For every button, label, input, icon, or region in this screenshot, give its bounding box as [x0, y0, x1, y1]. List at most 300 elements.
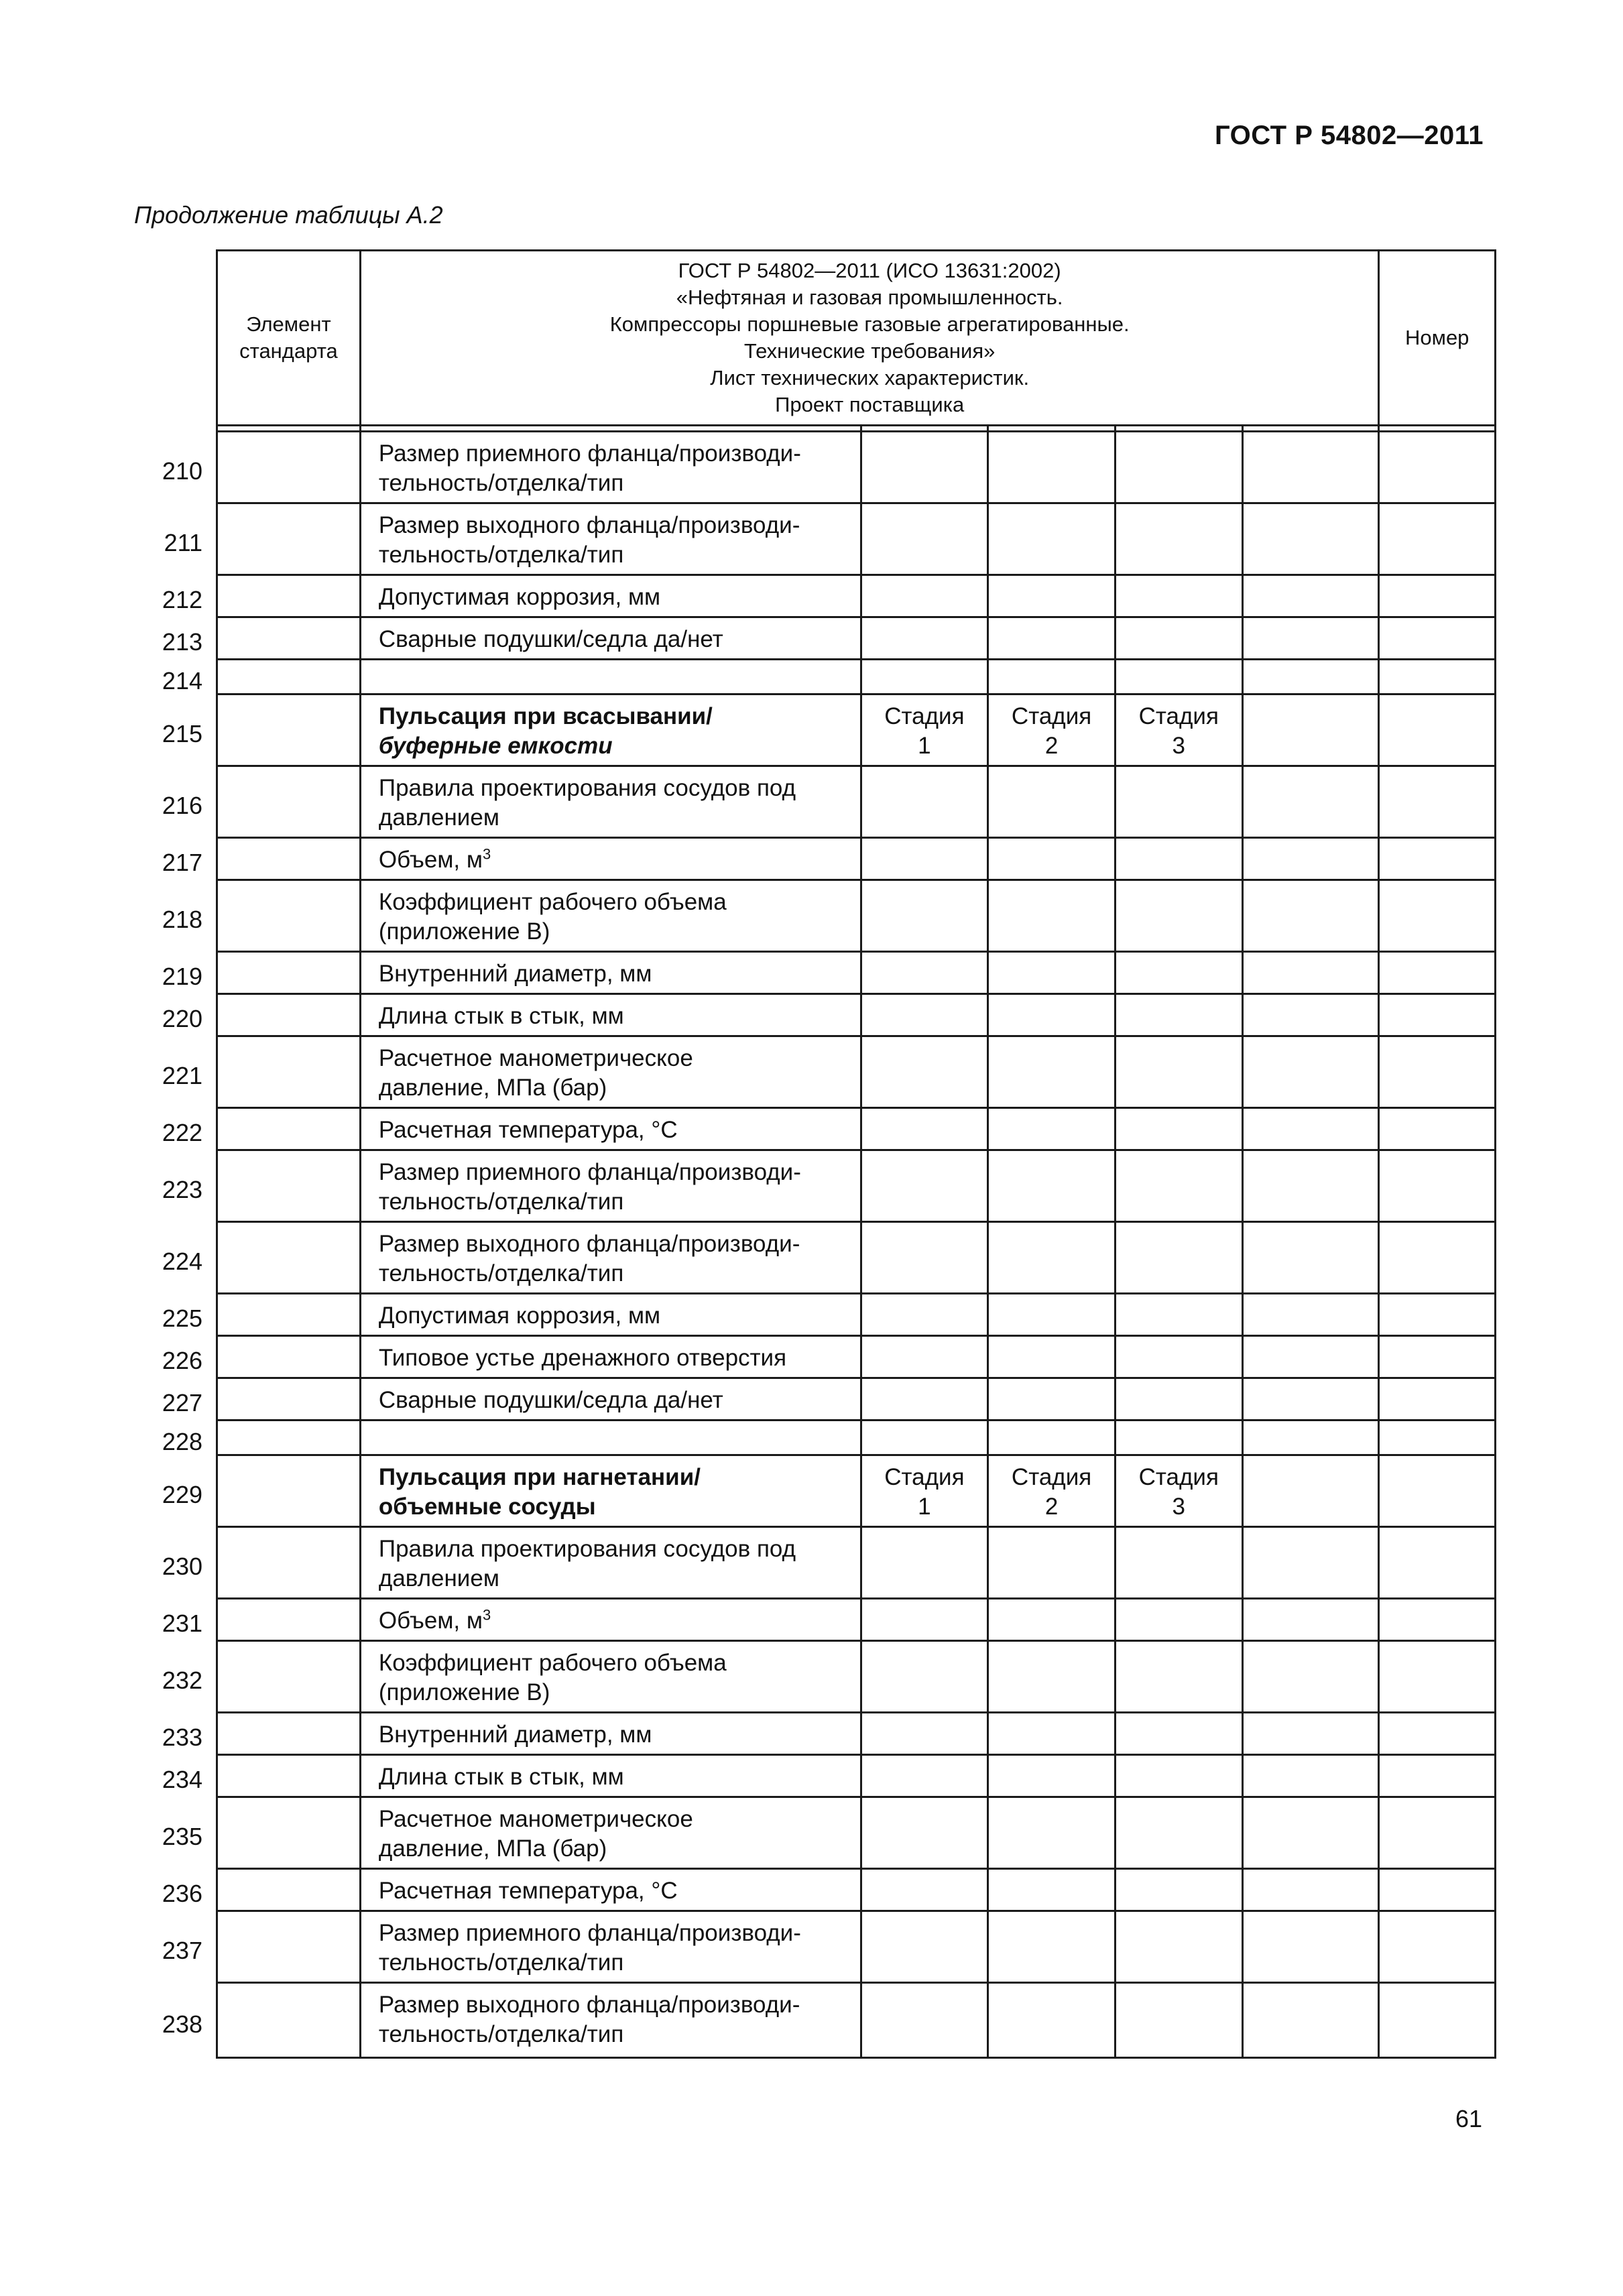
- description-cell: [360, 1455, 861, 1527]
- number-cell: [1379, 1599, 1496, 1641]
- parameter-label: Расчетное манометрическое давление, МПа (бар): [378, 1045, 693, 1101]
- description-cell: [360, 1755, 861, 1797]
- description-cell: [360, 432, 861, 503]
- description-cell: [360, 1983, 861, 2058]
- table-row: [217, 1108, 1496, 1150]
- stage-cell: [1115, 1641, 1242, 1713]
- parameter-label: Длина стык в стык, мм: [378, 1003, 624, 1029]
- number-cell: [1379, 1150, 1496, 1222]
- row-number: 223: [162, 1176, 202, 1203]
- stage-cell: [988, 1222, 1116, 1294]
- element-cell: [217, 1911, 361, 1983]
- stage-cell: [988, 838, 1116, 880]
- table-row: [217, 1378, 1496, 1421]
- stage-number: 1: [918, 1494, 931, 1520]
- stage-cell: [861, 617, 988, 660]
- element-cell: [217, 1108, 361, 1150]
- number-cell: [1379, 1378, 1496, 1421]
- value-cell: [1242, 694, 1379, 766]
- parameter-label: Размер выходного фланца/производи- тельность/отделка/тип: [378, 1231, 800, 1286]
- stage-cell: [1115, 1869, 1242, 1911]
- number-cell: [1379, 838, 1496, 880]
- stage-cell: [988, 880, 1116, 952]
- stage-cell: [988, 1150, 1116, 1222]
- stage-cell: [1115, 432, 1242, 503]
- stage-label: Стадия: [1138, 703, 1219, 729]
- parameter-label: Размер приемного фланца/производи- тельность/отделка/тип: [378, 1159, 801, 1215]
- table-row: [217, 503, 1496, 575]
- parameter-label: Коэффициент рабочего объема (приложение В): [378, 889, 727, 945]
- element-cell: [217, 575, 361, 617]
- value-cell: [1242, 880, 1379, 952]
- value-cell: [1242, 1797, 1379, 1869]
- stage-cell: [1115, 1222, 1242, 1294]
- parameter-label: Типовое устье дренажного отверстия: [378, 1345, 787, 1371]
- superscript: 3: [482, 1606, 491, 1624]
- stage-label: Стадия: [1011, 1464, 1092, 1490]
- parameter-label: Сварные подушки/седла да/нет: [378, 626, 723, 652]
- value-cell: [1242, 1421, 1379, 1455]
- value-cell: [1242, 766, 1379, 838]
- value-cell: [1242, 1641, 1379, 1713]
- superscript: 3: [482, 845, 491, 863]
- row-number: 214: [162, 666, 202, 694]
- value-cell: [1242, 617, 1379, 660]
- description-cell: [360, 1222, 861, 1294]
- parameter-label: Коэффициент рабочего объема (приложение В): [378, 1650, 727, 1705]
- value-cell: [1242, 1336, 1379, 1378]
- description-cell: [360, 952, 861, 994]
- value-cell: [1242, 503, 1379, 575]
- parameter-label: Объем, м: [378, 847, 483, 873]
- number-cell: [1379, 1108, 1496, 1150]
- stage-cell: [861, 1713, 988, 1755]
- element-cell: [217, 1599, 361, 1641]
- stage-cell: [861, 1108, 988, 1150]
- row-number: 218: [162, 906, 202, 933]
- element-cell: [217, 503, 361, 575]
- number-cell: [1379, 1713, 1496, 1755]
- stage-cell: [988, 1455, 1116, 1527]
- parameter-label: Расчетное манометрическое давление, МПа (бар): [378, 1806, 693, 1862]
- header-number-cell: [1379, 251, 1496, 426]
- element-cell: [217, 1869, 361, 1911]
- stage-cell: [1115, 1713, 1242, 1755]
- section-subtitle: буферные емкости: [378, 733, 613, 759]
- table-row: [217, 1036, 1496, 1108]
- stage-cell: [861, 880, 988, 952]
- element-cell: [217, 1150, 361, 1222]
- row-number: 230: [162, 1553, 202, 1580]
- parameter-label: Размер приемного фланца/производи- тельность/отделка/тип: [378, 440, 801, 496]
- stage-label: Стадия: [884, 1464, 965, 1490]
- stage-number: 3: [1172, 733, 1185, 759]
- description-cell: [360, 766, 861, 838]
- header-title-cell: [360, 251, 1379, 426]
- row-number: 210: [162, 457, 202, 485]
- stage-cell: [861, 1222, 988, 1294]
- header-element: Элемент стандарта: [239, 312, 338, 363]
- value-cell: [1242, 575, 1379, 617]
- description-cell: [360, 1036, 861, 1108]
- stage-cell: [1115, 952, 1242, 994]
- stage-cell: [1115, 503, 1242, 575]
- parameter-label: Размер приемного фланца/производи- тельность/отделка/тип: [378, 1920, 801, 1976]
- row-number: 232: [162, 1667, 202, 1694]
- description-cell: [360, 1599, 861, 1641]
- description-cell: [360, 1421, 861, 1455]
- element-cell: [217, 1983, 361, 2058]
- stage-cell: [861, 1421, 988, 1455]
- element-cell: [217, 838, 361, 880]
- number-cell: [1379, 1294, 1496, 1336]
- description-cell: [360, 1294, 861, 1336]
- description-cell: [360, 1150, 861, 1222]
- number-cell: [1379, 1455, 1496, 1527]
- number-cell: [1379, 694, 1496, 766]
- value-cell: [1242, 1378, 1379, 1421]
- stage-number: 2: [1044, 1494, 1059, 1520]
- stage-cell: [988, 952, 1116, 994]
- header-title-line: «Нефтяная и газовая промышленность.: [676, 286, 1063, 309]
- element-cell: [217, 994, 361, 1036]
- row-number: 238: [162, 2010, 202, 2038]
- stage-cell: [861, 1336, 988, 1378]
- description-cell: [360, 617, 861, 660]
- stage-cell: [861, 694, 988, 766]
- header-number: Номер: [1405, 326, 1469, 349]
- stage-cell: [1115, 1036, 1242, 1108]
- header-title-line: ГОСТ Р 54802—2011 (ИСО 13631:2002): [678, 259, 1061, 282]
- description-cell: [360, 1641, 861, 1713]
- stage-cell: [988, 1797, 1116, 1869]
- table-row: [217, 1455, 1496, 1527]
- stage-cell: [861, 1755, 988, 1797]
- table-row: [217, 766, 1496, 838]
- element-cell: [217, 660, 361, 694]
- number-cell: [1379, 1983, 1496, 2058]
- stage-cell: [1115, 575, 1242, 617]
- stage-cell: [861, 660, 988, 694]
- element-cell: [217, 617, 361, 660]
- stage-cell: [861, 1911, 988, 1983]
- document-code: ГОСТ Р 54802—2011: [1215, 121, 1484, 150]
- row-number: 236: [162, 1880, 202, 1907]
- stage-cell: [1115, 1378, 1242, 1421]
- stage-cell: [1115, 1599, 1242, 1641]
- table-row: [217, 1983, 1496, 2058]
- stage-label: Стадия: [1138, 1464, 1219, 1490]
- stage-cell: [1115, 1336, 1242, 1378]
- value-cell: [1242, 1150, 1379, 1222]
- table-row: [217, 694, 1496, 766]
- number-cell: [1379, 1036, 1496, 1108]
- header-divider-row: [217, 426, 1496, 432]
- stage-cell: [861, 1599, 988, 1641]
- table-row: [217, 994, 1496, 1036]
- element-cell: [217, 1421, 361, 1455]
- table-row: [217, 660, 1496, 694]
- stage-cell: [1115, 1911, 1242, 1983]
- element-cell: [217, 1713, 361, 1755]
- element-cell: [217, 1378, 361, 1421]
- value-cell: [1242, 952, 1379, 994]
- row-number: 231: [162, 1610, 202, 1637]
- number-cell: [1379, 1797, 1496, 1869]
- row-number: 217: [162, 849, 202, 876]
- value-cell: [1242, 1294, 1379, 1336]
- description-cell: [360, 1911, 861, 1983]
- table-header-row: [217, 251, 1496, 426]
- stage-cell: [1115, 1421, 1242, 1455]
- stage-cell: [1115, 766, 1242, 838]
- parameter-label: Сварные подушки/седла да/нет: [378, 1387, 723, 1413]
- row-number: 221: [162, 1062, 202, 1089]
- table-row: [217, 1599, 1496, 1641]
- table-row: [217, 1911, 1496, 1983]
- table-row: [217, 1222, 1496, 1294]
- description-cell: [360, 1108, 861, 1150]
- element-cell: [217, 1036, 361, 1108]
- description-cell: [360, 660, 861, 694]
- stage-cell: [861, 952, 988, 994]
- stage-cell: [861, 994, 988, 1036]
- row-number: 212: [162, 586, 202, 613]
- parameter-label: Длина стык в стык, мм: [378, 1764, 624, 1790]
- stage-cell: [1115, 1797, 1242, 1869]
- description-cell: [360, 1797, 861, 1869]
- description-cell: [360, 1713, 861, 1755]
- table-row: [217, 1294, 1496, 1336]
- stage-cell: [988, 503, 1116, 575]
- value-cell: [1242, 994, 1379, 1036]
- number-cell: [1379, 994, 1496, 1036]
- stage-cell: [861, 1983, 988, 2058]
- value-cell: [1242, 660, 1379, 694]
- stage-cell: [1115, 880, 1242, 952]
- number-cell: [1379, 432, 1496, 503]
- stage-cell: [988, 1378, 1116, 1421]
- stage-cell: [988, 660, 1116, 694]
- number-cell: [1379, 766, 1496, 838]
- parameter-label: Допустимая коррозия, мм: [378, 1303, 661, 1329]
- element-cell: [217, 1527, 361, 1599]
- stage-label: Стадия: [884, 703, 965, 729]
- page-number: 61: [1455, 2105, 1482, 2132]
- stage-cell: [1115, 1108, 1242, 1150]
- stage-cell: [988, 1527, 1116, 1599]
- stage-cell: [988, 994, 1116, 1036]
- table-row: [217, 1869, 1496, 1911]
- stage-cell: [861, 838, 988, 880]
- stage-cell: [988, 1713, 1116, 1755]
- stage-cell: [1115, 994, 1242, 1036]
- row-number: 220: [162, 1005, 202, 1032]
- row-number: 219: [162, 963, 202, 990]
- element-cell: [217, 694, 361, 766]
- stage-cell: [861, 1294, 988, 1336]
- value-cell: [1242, 432, 1379, 503]
- element-cell: [217, 952, 361, 994]
- stage-cell: [861, 575, 988, 617]
- description-cell: [360, 575, 861, 617]
- stage-cell: [988, 617, 1116, 660]
- stage-cell: [1115, 1527, 1242, 1599]
- table-row: [217, 952, 1496, 994]
- stage-cell: [988, 1911, 1116, 1983]
- parameter-label: Размер выходного фланца/производи- тельность/отделка/тип: [378, 1992, 800, 2047]
- value-cell: [1242, 1869, 1379, 1911]
- stage-cell: [861, 503, 988, 575]
- parameter-label: Расчетная температура, °С: [378, 1878, 678, 1904]
- stage-cell: [988, 575, 1116, 617]
- header-title-line: Технические требования»: [743, 339, 996, 363]
- parameter-label: Объем, м: [378, 1608, 483, 1634]
- row-number: 224: [162, 1248, 202, 1275]
- stage-cell: [861, 1378, 988, 1421]
- header-title-line: Лист технических характеристик.: [710, 366, 1030, 389]
- table-row: [217, 1797, 1496, 1869]
- number-cell: [1379, 1755, 1496, 1797]
- stage-number: 1: [918, 733, 931, 759]
- row-number: 228: [162, 1427, 202, 1455]
- table-row: [217, 617, 1496, 660]
- section-title: Пульсация при нагнетании/: [378, 1464, 701, 1490]
- value-cell: [1242, 1911, 1379, 1983]
- row-number: 227: [162, 1389, 202, 1416]
- header-title-line: Проект поставщика: [775, 393, 965, 416]
- table-row: [217, 1527, 1496, 1599]
- parameter-label: Размер выходного фланца/производи- тельность/отделка/тип: [378, 512, 800, 568]
- stage-cell: [861, 1797, 988, 1869]
- description-cell: [360, 994, 861, 1036]
- number-cell: [1379, 1641, 1496, 1713]
- table-row: [217, 1421, 1496, 1455]
- parameter-label: Внутренний диаметр, мм: [378, 961, 652, 987]
- row-number: 237: [162, 1937, 202, 1964]
- table-row: [217, 1713, 1496, 1755]
- stage-cell: [1115, 1455, 1242, 1527]
- number-cell: [1379, 1527, 1496, 1599]
- stage-cell: [1115, 838, 1242, 880]
- header-element-cell: [217, 251, 361, 426]
- table-row: [217, 575, 1496, 617]
- row-number: 211: [164, 529, 202, 556]
- value-cell: [1242, 838, 1379, 880]
- number-cell: [1379, 880, 1496, 952]
- stage-cell: [1115, 617, 1242, 660]
- value-cell: [1242, 1527, 1379, 1599]
- description-cell: [360, 503, 861, 575]
- value-cell: [1242, 1036, 1379, 1108]
- stage-cell: [1115, 1983, 1242, 2058]
- number-cell: [1379, 1911, 1496, 1983]
- element-cell: [217, 880, 361, 952]
- number-cell: [1379, 952, 1496, 994]
- stage-cell: [988, 1755, 1116, 1797]
- stage-cell: [1115, 1150, 1242, 1222]
- description-cell: [360, 838, 861, 880]
- description-cell: [360, 1336, 861, 1378]
- number-cell: [1379, 1336, 1496, 1378]
- value-cell: [1242, 1755, 1379, 1797]
- stage-cell: [861, 1641, 988, 1713]
- number-cell: [1379, 1421, 1496, 1455]
- stage-cell: [861, 1150, 988, 1222]
- parameter-label: Расчетная температура, °С: [378, 1117, 678, 1143]
- stage-cell: [988, 1036, 1116, 1108]
- stage-cell: [861, 1455, 988, 1527]
- table-row: [217, 838, 1496, 880]
- row-number: 222: [162, 1119, 202, 1146]
- stage-cell: [988, 1869, 1116, 1911]
- description-cell: [360, 1869, 861, 1911]
- header-title-line: Компрессоры поршневые газовые агрегатированные.: [609, 312, 1130, 336]
- element-cell: [217, 1797, 361, 1869]
- stage-cell: [1115, 660, 1242, 694]
- number-cell: [1379, 575, 1496, 617]
- number-cell: [1379, 660, 1496, 694]
- row-number: 216: [162, 792, 202, 819]
- value-cell: [1242, 1713, 1379, 1755]
- element-cell: [217, 1294, 361, 1336]
- parameter-label: Правила проектирования сосудов под давлением: [378, 775, 796, 831]
- stage-label: Стадия: [1011, 703, 1092, 729]
- parameter-label: Внутренний диаметр, мм: [378, 1721, 652, 1748]
- stage-cell: [988, 1294, 1116, 1336]
- number-cell: [1379, 1869, 1496, 1911]
- stage-cell: [1115, 694, 1242, 766]
- stage-cell: [988, 1336, 1116, 1378]
- parameter-label: Допустимая коррозия, мм: [378, 584, 661, 610]
- stage-cell: [1115, 1294, 1242, 1336]
- stage-cell: [988, 1421, 1116, 1455]
- row-number: 225: [162, 1305, 202, 1332]
- stage-cell: [861, 1869, 988, 1911]
- stage-cell: [988, 694, 1116, 766]
- stage-cell: [861, 1036, 988, 1108]
- stage-cell: [988, 1108, 1116, 1150]
- spec-table: [216, 249, 1496, 2059]
- stage-cell: [861, 432, 988, 503]
- row-number: 215: [162, 720, 202, 747]
- value-cell: [1242, 1983, 1379, 2058]
- stage-number: 3: [1172, 1494, 1185, 1520]
- value-cell: [1242, 1108, 1379, 1150]
- table-row: [217, 1336, 1496, 1378]
- element-cell: [217, 1336, 361, 1378]
- table-row: [217, 1641, 1496, 1713]
- description-cell: [360, 694, 861, 766]
- number-cell: [1379, 617, 1496, 660]
- stage-cell: [988, 1983, 1116, 2058]
- value-cell: [1242, 1599, 1379, 1641]
- row-number: 213: [162, 628, 202, 656]
- stage-cell: [988, 432, 1116, 503]
- element-cell: [217, 1455, 361, 1527]
- element-cell: [217, 1755, 361, 1797]
- stage-cell: [861, 1527, 988, 1599]
- description-cell: [360, 1378, 861, 1421]
- stage-cell: [988, 1641, 1116, 1713]
- table-row: [217, 1755, 1496, 1797]
- table-row: [217, 1150, 1496, 1222]
- number-cell: [1379, 1222, 1496, 1294]
- element-cell: [217, 766, 361, 838]
- table-caption: Продолжение таблицы А.2: [134, 201, 443, 229]
- row-number: 233: [162, 1724, 202, 1751]
- element-cell: [217, 1641, 361, 1713]
